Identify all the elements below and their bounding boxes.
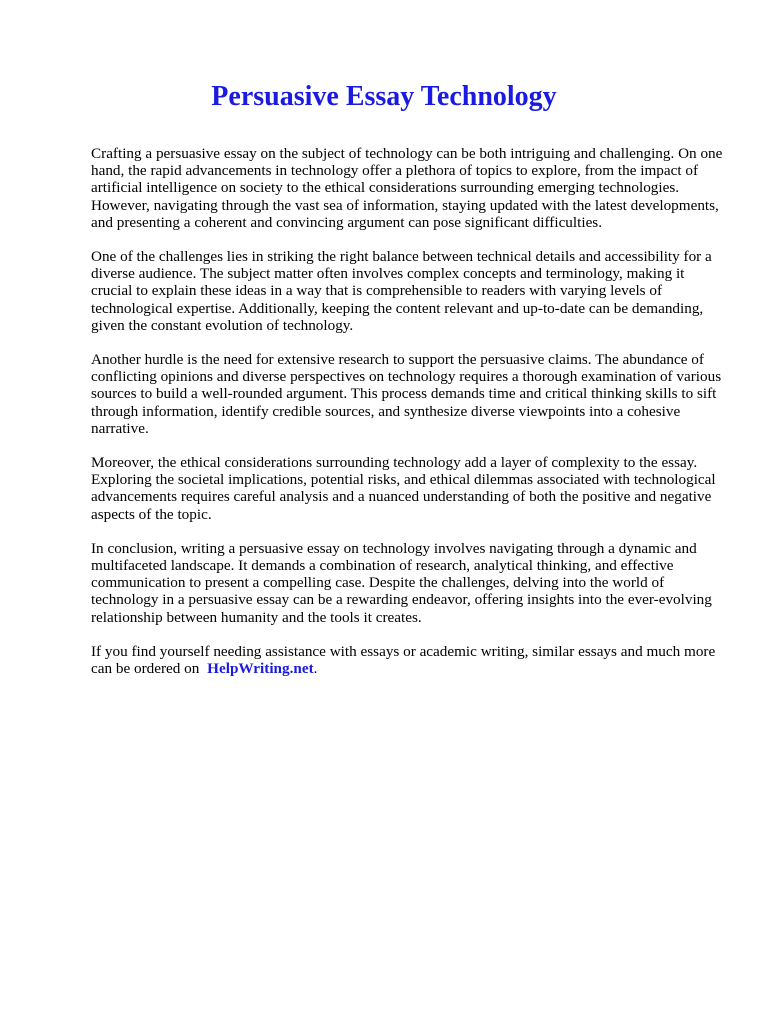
essay-body xyxy=(91,145,723,694)
paragraph-research: Another hurdle is the need for extensive research to support the persuasive claims. The abundance of conflicting opinions and diverse perspectives on technology requires a thorough examination of various sources to build a well-rounded argument. This process demands time and critical thinking skills to sift through information, identify credible sources, and synthesize diverse viewpoints into a cohesive narrative. xyxy=(91,351,722,437)
paragraph-closing xyxy=(91,643,723,677)
closing-text: If you find yourself needing assistance with essays or academic writing, similar essays and much more can be ordered on xyxy=(91,642,716,678)
paragraph-conclusion: In conclusion, writing a persuasive essay on technology involves navigating through a dynamic and multifaceted landscape. It demands a combination of research, analytical thinking, and effective communication to present a compelling case. Despite the challenges, delving into the world of technology in a persuasive essay can be a rewarding endeavor, offering insights into the ever-evolving relationship between humanity and the tools it creates. xyxy=(91,539,712,626)
paragraph-balance: One of the challenges lies in striking the right balance between technical details and accessibility for a diverse audience. The subject matter often involves complex concepts and terminology, making it crucial to explain these ideas in a way that is comprehensible to readers with varying levels of technological expertise. Additionally, keeping the content relevant and up-to-date can be demanding, given the constant evolution of technology. xyxy=(91,248,712,334)
page-title: Persuasive Essay Technology xyxy=(211,81,557,112)
paragraph-intro: Crafting a persuasive essay on the subject of technology can be both intriguing and challenging. On one hand, the rapid advancements in technology offer a plethora of topics to explore, from the impact of artificial intelligence on society to the ethical considerations surrounding emerging technologies. However, navigating through the vast sea of information, staying updated with the latest developments, and presenting a coherent and convincing argument can pose significant difficulties. xyxy=(91,145,723,231)
closing-punctuation: . xyxy=(313,660,318,678)
paragraph-ethics: Moreover, the ethical considerations surrounding technology add a layer of complexity to the essay. Exploring the societal implications, potential risks, and ethical dilemmas associated with technological advancements requires careful analysis and a nuanced understanding of both the positive and negative aspects of the topic. xyxy=(91,454,716,523)
helpwriting-link[interactable]: HelpWriting.net xyxy=(207,660,314,678)
